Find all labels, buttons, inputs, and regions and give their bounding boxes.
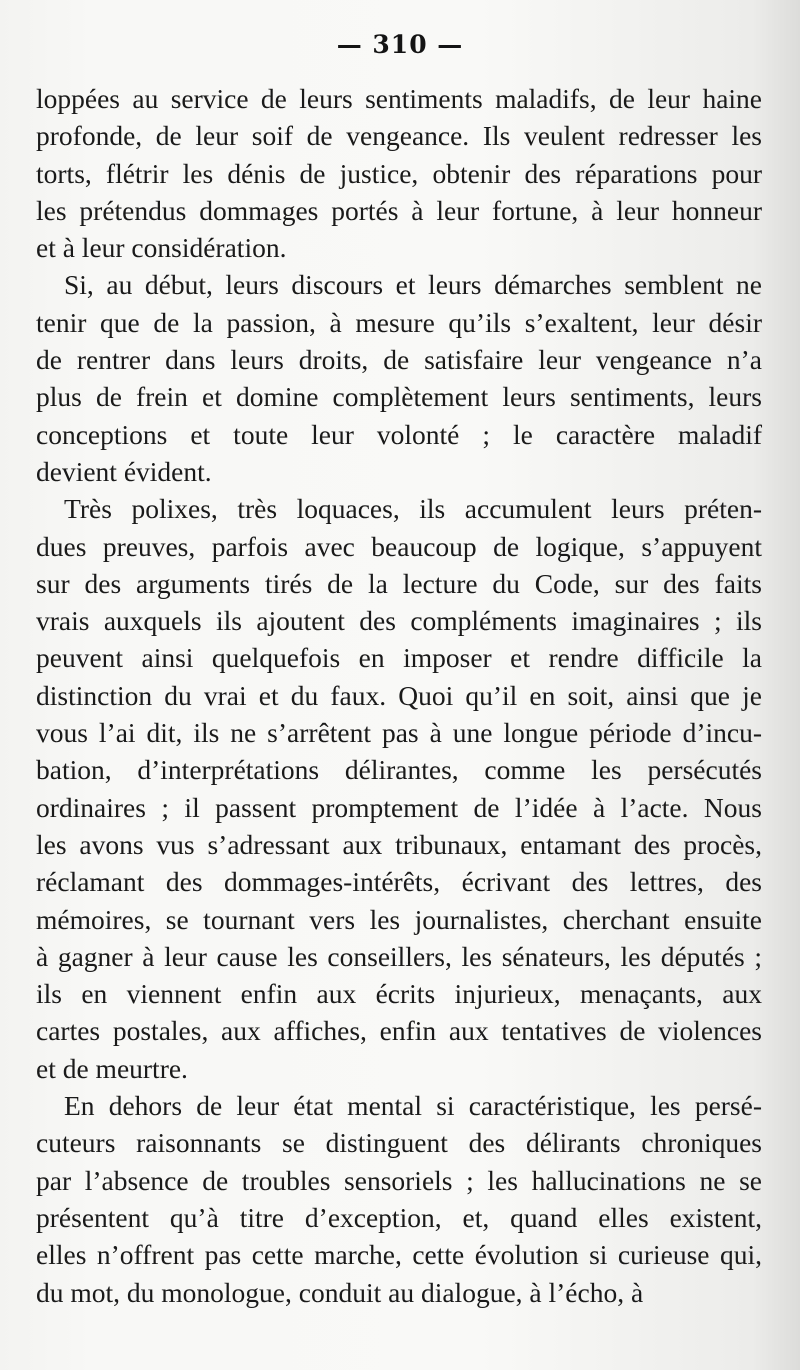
text-line: les avons vus s’adressant aux tribunaux, entamant des procès,: [36, 828, 762, 860]
text-line: bation, d’interprétations délirantes, comme les persécutés: [36, 754, 762, 786]
text-line: conceptions et toute leur volonté ; le caractère maladif: [36, 418, 762, 450]
text-line: présentent qu’à titre d’exception, et, quand elles existent,: [36, 1201, 762, 1233]
paragraph: [36, 266, 762, 490]
text-line: ordinaires ; il passent promptement de l’idée à l’acte. Nous: [36, 791, 762, 823]
text-line: profonde, de leur soif de vengeance. Ils veulent redresser les: [36, 120, 762, 152]
text-line: à gagner à leur cause les conseillers, les sénateurs, les députés ;: [36, 940, 762, 972]
paragraph: [36, 1087, 762, 1311]
text-line: vous l’ai dit, ils ne s’arrêtent pas à une longue période d’incu-: [36, 717, 762, 749]
text-line: et à leur considération.: [36, 232, 287, 264]
text-line: sur des arguments tirés de la lecture du Code, sur des faits: [36, 567, 762, 599]
paragraph: [36, 80, 762, 266]
text-line: réclamant des dommages-intérêts, écrivant des lettres, des: [36, 866, 762, 898]
paragraph: [36, 490, 762, 1087]
text-line: les prétendus dommages portés à leur fortune, à leur honneur: [36, 194, 762, 226]
text-line: elles n’offrent pas cette marche, cette évolution si curieuse qui,: [36, 1239, 762, 1271]
body-text: [36, 80, 762, 1311]
text-line: peuvent ainsi quelquefois en imposer et rendre difficile la: [36, 642, 762, 674]
page-number: — 310 —: [336, 30, 464, 59]
text-line: tenir que de la passion, à mesure qu’ils s’exaltent, leur désir: [36, 306, 762, 338]
text-line: ils en viennent enfin aux écrits injurieux, menaçants, aux: [36, 978, 762, 1010]
text-line: En dehors de leur état mental si caractéristique, les persé-: [64, 1090, 762, 1122]
text-line: du mot, du monologue, conduit au dialogue, à l’écho, à: [36, 1276, 644, 1308]
text-line: de rentrer dans leurs droits, de satisfaire leur vengeance n’a: [36, 344, 762, 376]
text-line: et de meurtre.: [36, 1052, 188, 1084]
text-line: distinction du vrai et du faux. Quoi qu’il en soit, ainsi que je: [36, 679, 762, 711]
text-line: plus de frein et domine complètement leurs sentiments, leurs: [36, 381, 762, 413]
text-line: loppées au service de leurs sentiments maladifs, de leur haine: [36, 83, 762, 114]
text-line: Si, au début, leurs discours et leurs démarches semblent ne: [64, 269, 762, 301]
text-line: torts, flétrir les dénis de justice, obtenir des réparations pour: [36, 157, 762, 189]
text-line: devient évident.: [36, 455, 212, 487]
text-line: vrais auxquels ils ajoutent des compléments imaginaires ; ils: [36, 605, 762, 637]
text-line: cuteurs raisonnants se distinguent des délirants chroniques: [36, 1127, 762, 1159]
text-line: Très polixes, très loquaces, ils accumulent leurs préten-: [64, 493, 762, 525]
text-line: dues preuves, parfois avec beaucoup de logique, s’appuyent: [36, 530, 762, 562]
text-line: par l’absence de troubles sensoriels ; les hallucinations ne se: [36, 1164, 762, 1196]
text-line: mémoires, se tournant vers les journalistes, cherchant ensuite: [36, 903, 762, 935]
text-line: cartes postales, aux affiches, enfin aux tentatives de violences: [36, 1015, 762, 1047]
